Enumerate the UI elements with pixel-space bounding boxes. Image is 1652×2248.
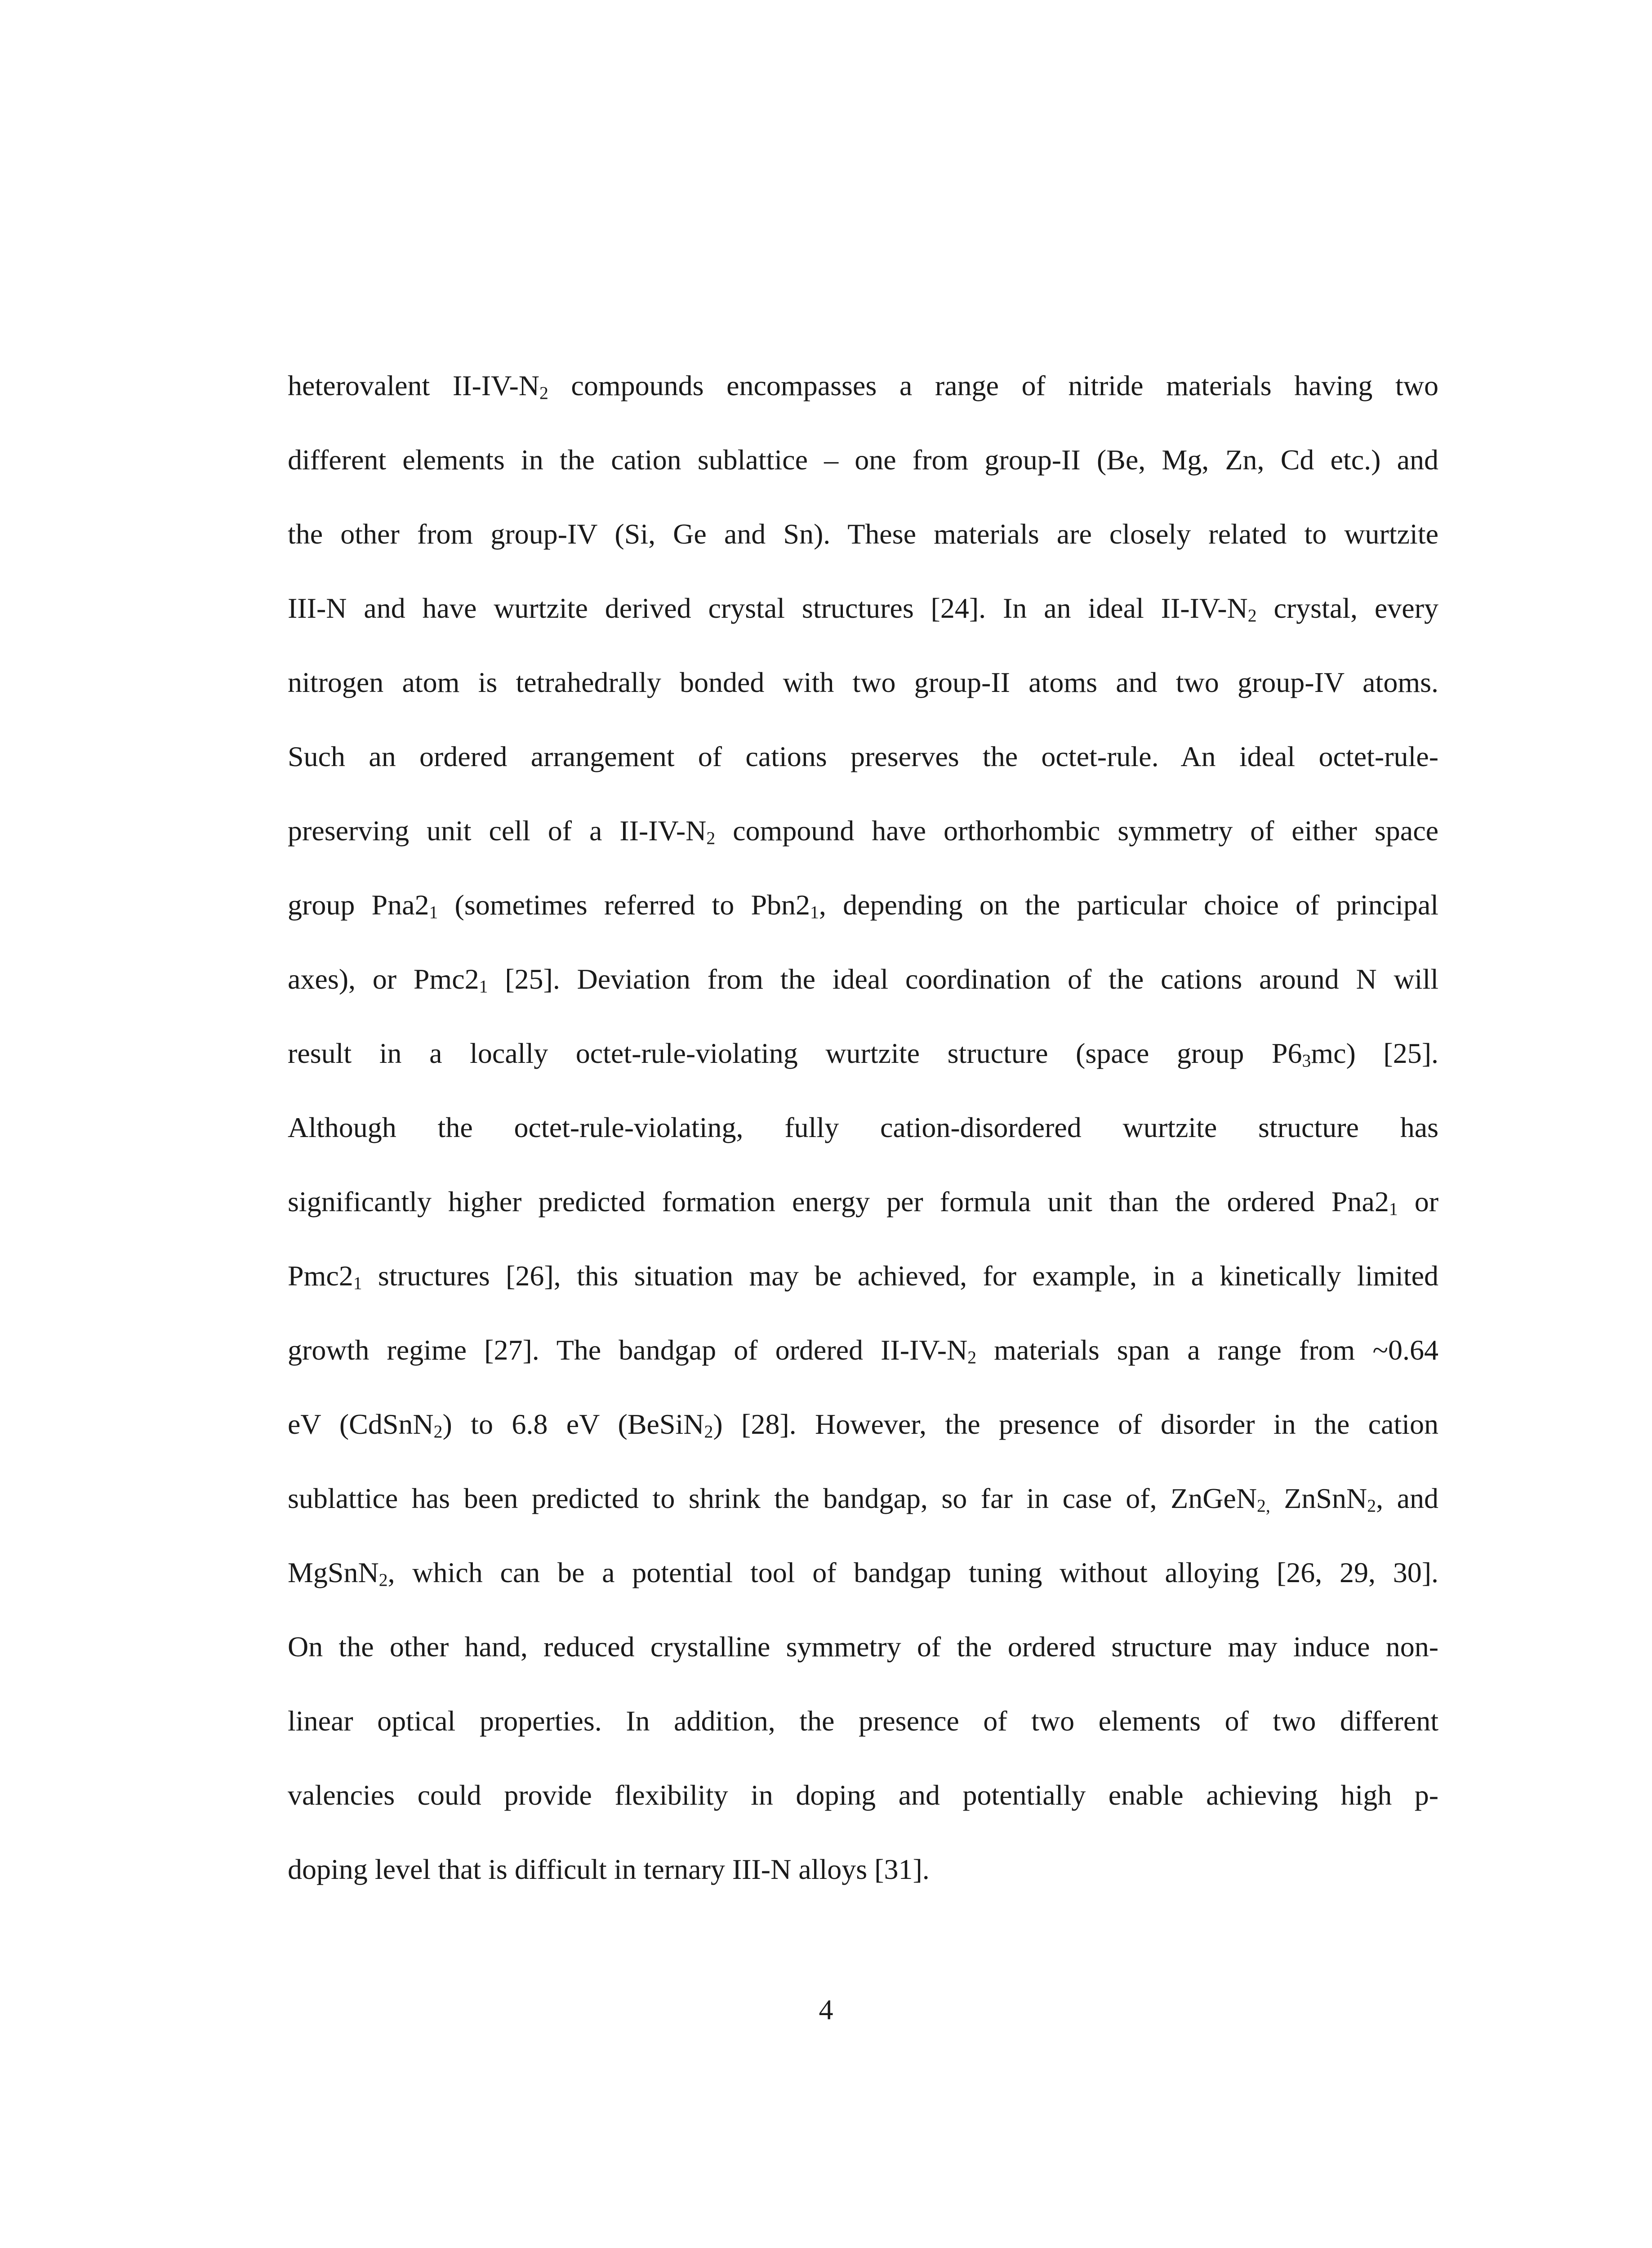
subscript: 2: [1367, 1496, 1376, 1516]
text-line: [288, 808, 1438, 883]
subscript: 2: [704, 1422, 713, 1442]
text-run: Pmc2: [288, 1260, 353, 1292]
text-line: [288, 1402, 1438, 1476]
text-run: doping level that is difficult in ternary III-N alloys [31].: [288, 1853, 930, 1885]
subscript: 1: [810, 902, 819, 923]
text-run: [25]. Deviation from the ideal coordination of the cations around N will: [488, 963, 1438, 995]
text-run: axes), or Pmc2: [288, 963, 479, 995]
text-run: the other from group-IV (Si, Ge and Sn). These materials are closely related to wurtzite: [288, 518, 1438, 550]
subscript: 2: [433, 1422, 443, 1442]
text-run: or: [1398, 1186, 1438, 1218]
text-line: [288, 1031, 1438, 1105]
text-run: ) to 6.8 eV (BeSiN: [442, 1408, 704, 1440]
text-run: mc) [25].: [1311, 1037, 1438, 1069]
text-run: linear optical properties. In addition, the presence of two elements of two different: [288, 1705, 1438, 1737]
text-run: compounds encompasses a range of nitride materials having two: [548, 370, 1438, 401]
text-run: eV (CdSnN: [288, 1408, 434, 1440]
text-run: structures [26], this situation may be achieved, for example, in a kinetically limited: [362, 1260, 1438, 1292]
text-line: [288, 363, 1438, 437]
subscript: 2,: [1257, 1496, 1270, 1516]
text-line: [288, 1179, 1438, 1253]
text-run: ) [28]. However, the presence of disorder in the cation: [713, 1408, 1438, 1440]
text-run: growth regime [27]. The bandgap of ordered II-IV-N: [288, 1334, 968, 1366]
text-run: (sometimes referred to Pbn2: [438, 889, 810, 921]
text-run: different elements in the cation sublattice – one from group-II (Be, Mg, Zn, Cd etc.) and: [288, 444, 1438, 476]
text-run: On the other hand, reduced crystalline symmetry of the ordered structure may induce non-: [288, 1631, 1438, 1663]
text-run: heterovalent II-IV-N: [288, 370, 539, 401]
text-run: Although the octet-rule-violating, fully cation-disordered wurtzite structure has: [288, 1111, 1438, 1143]
text-line: [288, 734, 1438, 808]
text-run: , and: [1376, 1482, 1438, 1514]
text-run: ZnSnN: [1270, 1482, 1367, 1514]
subscript: 2: [706, 828, 716, 848]
text-run: nitrogen atom is tetrahedrally bonded with two group-II atoms and two group-IV atoms.: [288, 666, 1438, 698]
text-run: significantly higher predicted formation energy per formula unit than the ordered Pna2: [288, 1186, 1389, 1218]
subscript: 2: [539, 383, 548, 403]
text-run: materials span a range from ~0.64: [976, 1334, 1438, 1366]
subscript: 1: [429, 902, 438, 923]
subscript: 2: [967, 1347, 977, 1368]
subscript: 1: [353, 1273, 362, 1293]
text-run: , depending on the particular choice of principal: [819, 889, 1438, 921]
text-line: [288, 1773, 1438, 1847]
text-line: [288, 660, 1438, 734]
body-paragraph: [288, 363, 1438, 1921]
text-run: preserving unit cell of a II-IV-N: [288, 815, 707, 847]
text-line: [288, 586, 1438, 660]
text-line: [288, 883, 1438, 957]
subscript: 1: [479, 977, 488, 997]
text-line: [288, 512, 1438, 586]
text-line: [288, 957, 1438, 1031]
text-line: [288, 1253, 1438, 1328]
text-run: crystal, every: [1256, 592, 1438, 624]
text-line: [288, 1105, 1438, 1179]
subscript: 1: [1389, 1199, 1398, 1219]
text-line: [288, 1550, 1438, 1624]
text-run: III-N and have wurtzite derived crystal structures [24]. In an ideal II-IV-N: [288, 592, 1248, 624]
page-number: 4: [819, 1994, 833, 2025]
text-line: [288, 1328, 1438, 1402]
text-line: [288, 1699, 1438, 1773]
subscript: 2: [1247, 606, 1257, 626]
text-run: valencies could provide flexibility in doping and potentially enable achieving high p-: [288, 1779, 1438, 1811]
subscript: 3: [1302, 1051, 1311, 1071]
text-run: result in a locally octet-rule-violating wurtzite structure (space group P6: [288, 1037, 1302, 1069]
text-line: [288, 1847, 1438, 1921]
text-run: sublattice has been predicted to shrink the bandgap, so far in case of, ZnGeN: [288, 1482, 1257, 1514]
text-run: Such an ordered arrangement of cations preserves the octet-rule. An ideal octet-rule-: [288, 740, 1438, 772]
text-run: compound have orthorhombic symmetry of either space: [715, 815, 1438, 847]
text-run: , which can be a potential tool of bandgap tuning without alloying [26, 29, 30].: [387, 1557, 1438, 1588]
text-run: MgSnN: [288, 1557, 379, 1588]
text-line: [288, 1624, 1438, 1699]
text-line: [288, 1476, 1438, 1550]
text-line: [288, 437, 1438, 512]
text-run: group Pna2: [288, 889, 429, 921]
subscript: 2: [378, 1570, 388, 1590]
